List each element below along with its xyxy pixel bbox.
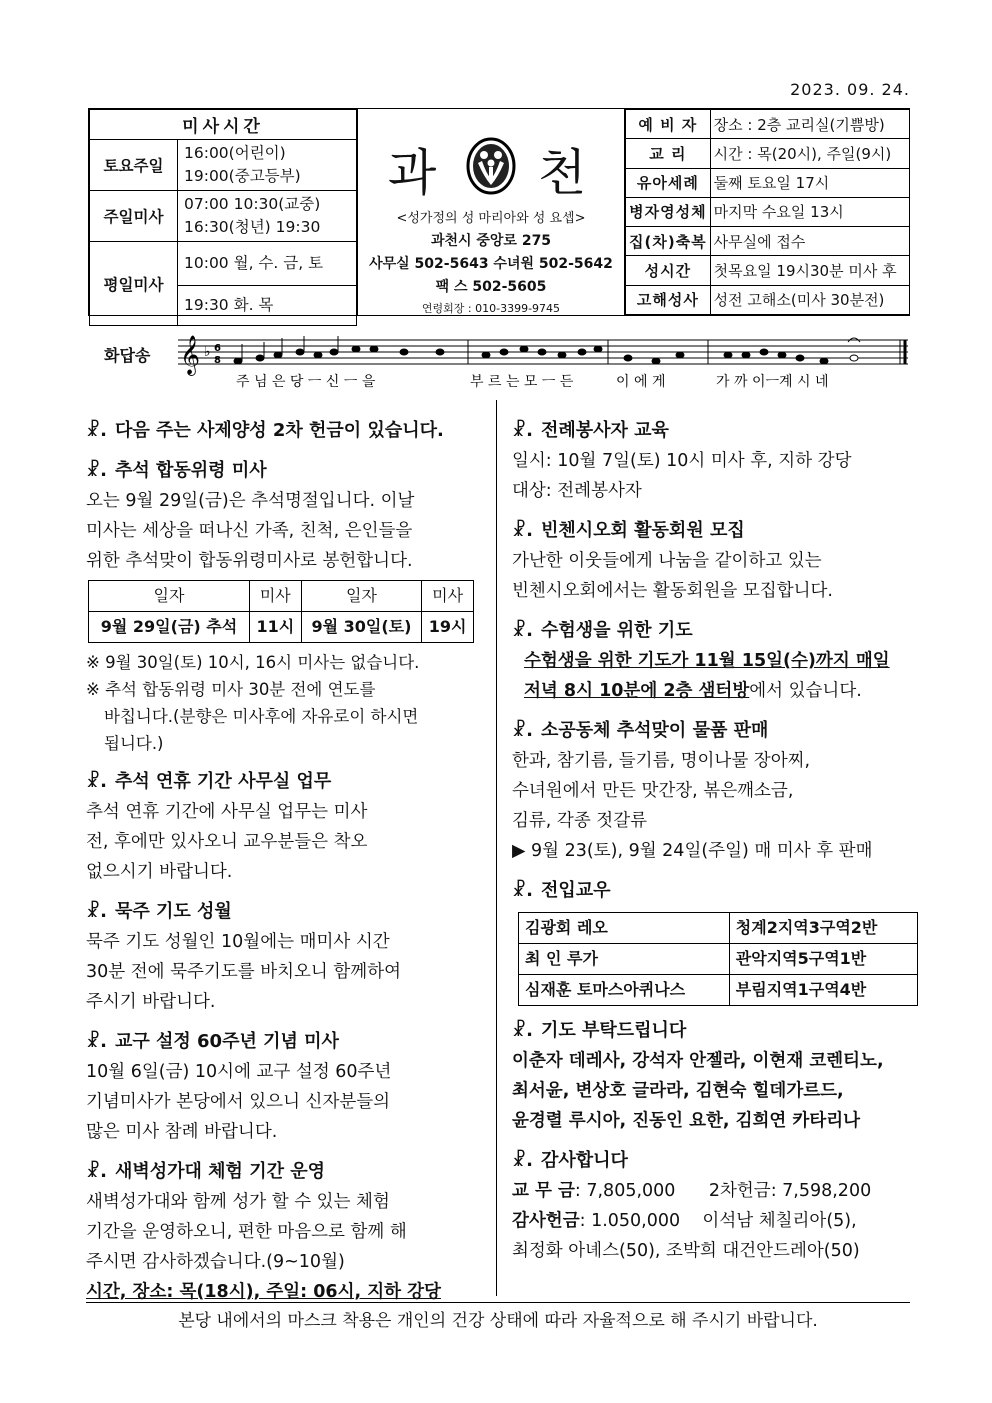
section-body: 일시: 10월 7일(토) 10시 미사 후, 지하 강당 [512,451,852,471]
parish-name-right: 천 [538,144,587,202]
info-label: 집(차)축복 [626,227,711,256]
footer-notice: 본당 내에서의 마스크 착용은 개인의 건강 상태에 따라 자율적으로 해 주시기 바랍니다. [178,1311,818,1331]
bulletin-header [88,108,910,316]
saturday-time: 19:00(중고등부) [184,167,301,185]
section-title: ☧. 묵주 기도 성월 [86,901,232,922]
table-cell: 부림지역1구역4반 [729,975,917,1006]
section-body: 최서윤, 변상호 글라라, 김현숙 힐데가르드, [512,1081,844,1101]
table-cell: 19시 [422,612,474,643]
note: 바칩니다.(분향은 미사후에 자유로이 하시면 [104,707,419,726]
info-label: 병자영성체 [626,197,711,226]
section-body: 빈첸시오회에서는 활동회원을 모집합니다. [512,581,833,601]
section-body: 김류, 각종 젓갈류 [512,811,648,831]
section-body: 저녁 8시 10분에 2층 샘터방에서 있습니다. [524,681,862,701]
section-title: ☧. 다음 주는 사제양성 2차 헌금이 있습니다. [86,420,444,441]
chi-rho-icon: ☧. [86,460,107,481]
section-body: 오는 9월 29일(금)은 추석명절입니다. 이날 [86,491,415,511]
parish-name-left: 과 [388,144,437,202]
section-title: ☧. 전입교우 [512,880,611,901]
info-label: 교 리 [626,139,711,168]
section-body: 교 무 금: 7,805,000 2차헌금: 7,598,200 [512,1181,872,1201]
chi-rho-icon: ☧. [86,771,107,792]
table-cell: 9월 30일(토) [301,612,422,643]
parish-info [357,109,625,315]
section-title: ☧. 빈첸시오회 활동회원 모집 [512,520,745,541]
section-body: ▶ 9월 23(토), 9월 24일(주일) 매 미사 후 판매 [512,841,873,861]
table-header: 일자 [301,581,422,612]
info-value: 사무실에 접수 [710,227,909,256]
hymn-staff [178,332,908,392]
section-body: 윤경렬 루시아, 진동인 요한, 김희연 카타리나 [512,1111,861,1131]
section-title: ☧. 소공동체 추석맞이 물품 판매 [512,720,769,741]
section-body: 최정화 아녜스(50), 조박희 대건안드레아(50) [512,1241,860,1261]
section-title: ☧. 감사합니다 [512,1150,628,1171]
hymn-lyric: 이 에 게 [616,374,666,390]
section-title: ☧. 기도 부탁드립니다 [512,1020,687,1041]
chi-rho-icon: ☧. [512,1150,533,1171]
section-body-emphasis: 수험생을 위한 기도가 11월 15일(수)까지 매일 [524,651,890,671]
right-column [512,412,914,1266]
parish-logo-icon [466,137,516,195]
chi-rho-icon: ☧. [86,901,107,922]
info-label: 성시간 [626,256,711,285]
parish-phones: 사무실 502-5643 수녀원 502-5642 [369,256,613,272]
note: 됩니다.) [104,734,164,753]
section-body: 수녀원에서 만든 맛간장, 볶은깨소금, [512,781,794,801]
section-body: 10월 6일(금) 10시에 교구 설정 60주년 [86,1062,392,1082]
parish-address: 과천시 중앙로 275 [430,233,552,249]
section-body: 30분 전에 묵주기도를 바치오니 함께하여 [86,962,401,982]
section-body: 없으시기 바랍니다. [86,862,233,882]
chi-rho-icon: ☧. [512,420,533,441]
table-cell: 최 인 루가 [519,944,730,975]
info-label: 유아세례 [626,168,711,197]
treble-clef-icon: 𝄞 [180,335,201,375]
section-body: 묵주 기도 성월인 10월에는 매미사 시간 [86,932,390,952]
sacrament-info-table [625,109,910,315]
footer-divider [86,1302,910,1303]
parish-patron: <성가정의 성 마리아와 성 요셉> [396,211,586,226]
table-cell: 심재훈 토마스아퀴나스 [519,975,730,1006]
section-title: ☧. 추석 합동위령 미사 [86,460,267,481]
section-body: 전, 후에만 있사오니 교우분들은 착오 [86,832,368,852]
svg-text:8: 8 [214,355,221,366]
section-title: ☧. 교구 설정 60주년 기념 미사 [86,1031,339,1052]
sunday-time: 16:30(청년) 19:30 [184,218,321,236]
section-body: 새벽성가대와 함께 성가 할 수 있는 체험 [86,1192,390,1212]
section-body: 대상: 전례봉사자 [512,481,642,501]
chi-rho-icon: ☧. [512,720,533,741]
section-body: 많은 미사 참례 바랍니다. [86,1122,278,1142]
section-title: ☧. 추석 연휴 기간 사무실 업무 [86,771,332,792]
section-body: 한과, 참기름, 들기름, 명이나물 장아찌, [512,751,811,771]
mass-times-header: 미사시간 [90,110,357,140]
info-value: 장소 : 2층 교리실(기쁨방) [710,110,909,139]
sunday-time: 07:00 10:30(교중) [184,195,321,213]
chi-rho-icon: ☧. [512,880,533,901]
table-header: 일자 [89,581,250,612]
section-body: 미사는 세상을 떠나신 가족, 친척, 은인들을 [86,521,413,541]
section-body: 감사헌금: 1.050,000 이석남 체칠리아(5), [512,1211,857,1231]
table-cell: 9월 29일(금) 추석 [89,612,250,643]
weekday-label: 평일미사 [90,242,178,326]
hymn-lyric: 부 르 는 모 ㅡ 든 [470,374,574,390]
saturday-time: 16:00(어린이) [184,144,286,162]
note: ※ 추석 합동위령 미사 30분 전에 연도를 [86,680,376,699]
section-title: ☧. 수험생을 위한 기도 [512,620,693,641]
info-label: 예 비 자 [626,110,711,139]
section-title: ☧. 새벽성가대 체험 기간 운영 [86,1161,326,1182]
note: ※ 9월 30일(토) 10시, 16시 미사는 없습니다. [86,653,420,672]
chi-rho-icon: ☧. [86,1031,107,1052]
bulletin-date: 2023. 09. 24. [790,80,910,99]
left-column [86,412,478,1307]
mass-times-table [89,109,357,326]
section-title: ☧. 전례봉사자 교육 [512,420,669,441]
section-body: 주시면 감사하겠습니다.(9~10월) [86,1252,345,1272]
section-body-emphasis: 시간, 장소: 목(18시), 주일: 06시, 지하 강당 [86,1282,441,1302]
memorial-mass-table [88,580,474,643]
info-value: 둘째 토요일 17시 [710,168,909,197]
weekday-time: 10:00 월, 수. 금, 토 [178,242,357,286]
table-header: 미사 [249,581,301,612]
hymn-lyric: 주 님 은 당 ㅡ 신 ㅡ 을 [236,374,376,390]
parish-contact: 연령회장 : 010-3399-9745 [421,302,561,315]
table-cell: 관악지역5구역1반 [729,944,917,975]
info-value: 마지막 수요일 13시 [710,197,909,226]
info-label: 고해성사 [626,285,711,314]
info-value: 시간 : 목(20시), 주일(9시) [710,139,909,168]
info-value: 성전 고해소(미사 30분전) [710,285,909,314]
table-header: 미사 [422,581,474,612]
hymn-label: 화답송 [104,346,151,365]
new-parishioners-table [518,912,918,1006]
table-cell: 김광회 레오 [519,913,730,944]
parish-title [358,131,624,202]
weekday-time: 19:30 화. 목 [178,286,357,326]
section-body: 위한 추석맞이 합동위령미사로 봉헌합니다. [86,551,413,571]
table-cell: 청계2지역3구역2반 [729,913,917,944]
table-cell: 11시 [249,612,301,643]
svg-text:♭: ♭ [204,344,211,360]
parish-fax: 팩 스 502-5605 [435,279,547,295]
chi-rho-icon: ☧. [86,1161,107,1182]
chi-rho-icon: ☧. [512,520,533,541]
chi-rho-icon: ☧. [512,1020,533,1041]
column-divider [496,400,497,1296]
chi-rho-icon: ☧. [86,420,107,441]
sunday-label: 주일미사 [90,191,178,242]
svg-text:6: 6 [214,343,221,354]
saturday-label: 토요주일 [90,140,178,191]
section-body: 추석 연휴 기간에 사무실 업무는 미사 [86,802,368,822]
hymn-lyric: 가 까 이ㅡ계 시 네 [716,374,829,390]
section-body: 주시기 바랍니다. [86,992,216,1012]
info-value: 첫목요일 19시30분 미사 후 [710,256,909,285]
section-body: 기념미사가 본당에서 있으니 신자분들의 [86,1092,391,1112]
chi-rho-icon: ☧. [512,620,533,641]
section-body: 가난한 이웃들에게 나눔을 같이하고 있는 [512,551,822,571]
section-body: 기간을 운영하오니, 편한 마음으로 함께 해 [86,1222,407,1242]
section-body: 이춘자 데레사, 강석자 안젤라, 이현재 코렌티노, [512,1051,884,1071]
